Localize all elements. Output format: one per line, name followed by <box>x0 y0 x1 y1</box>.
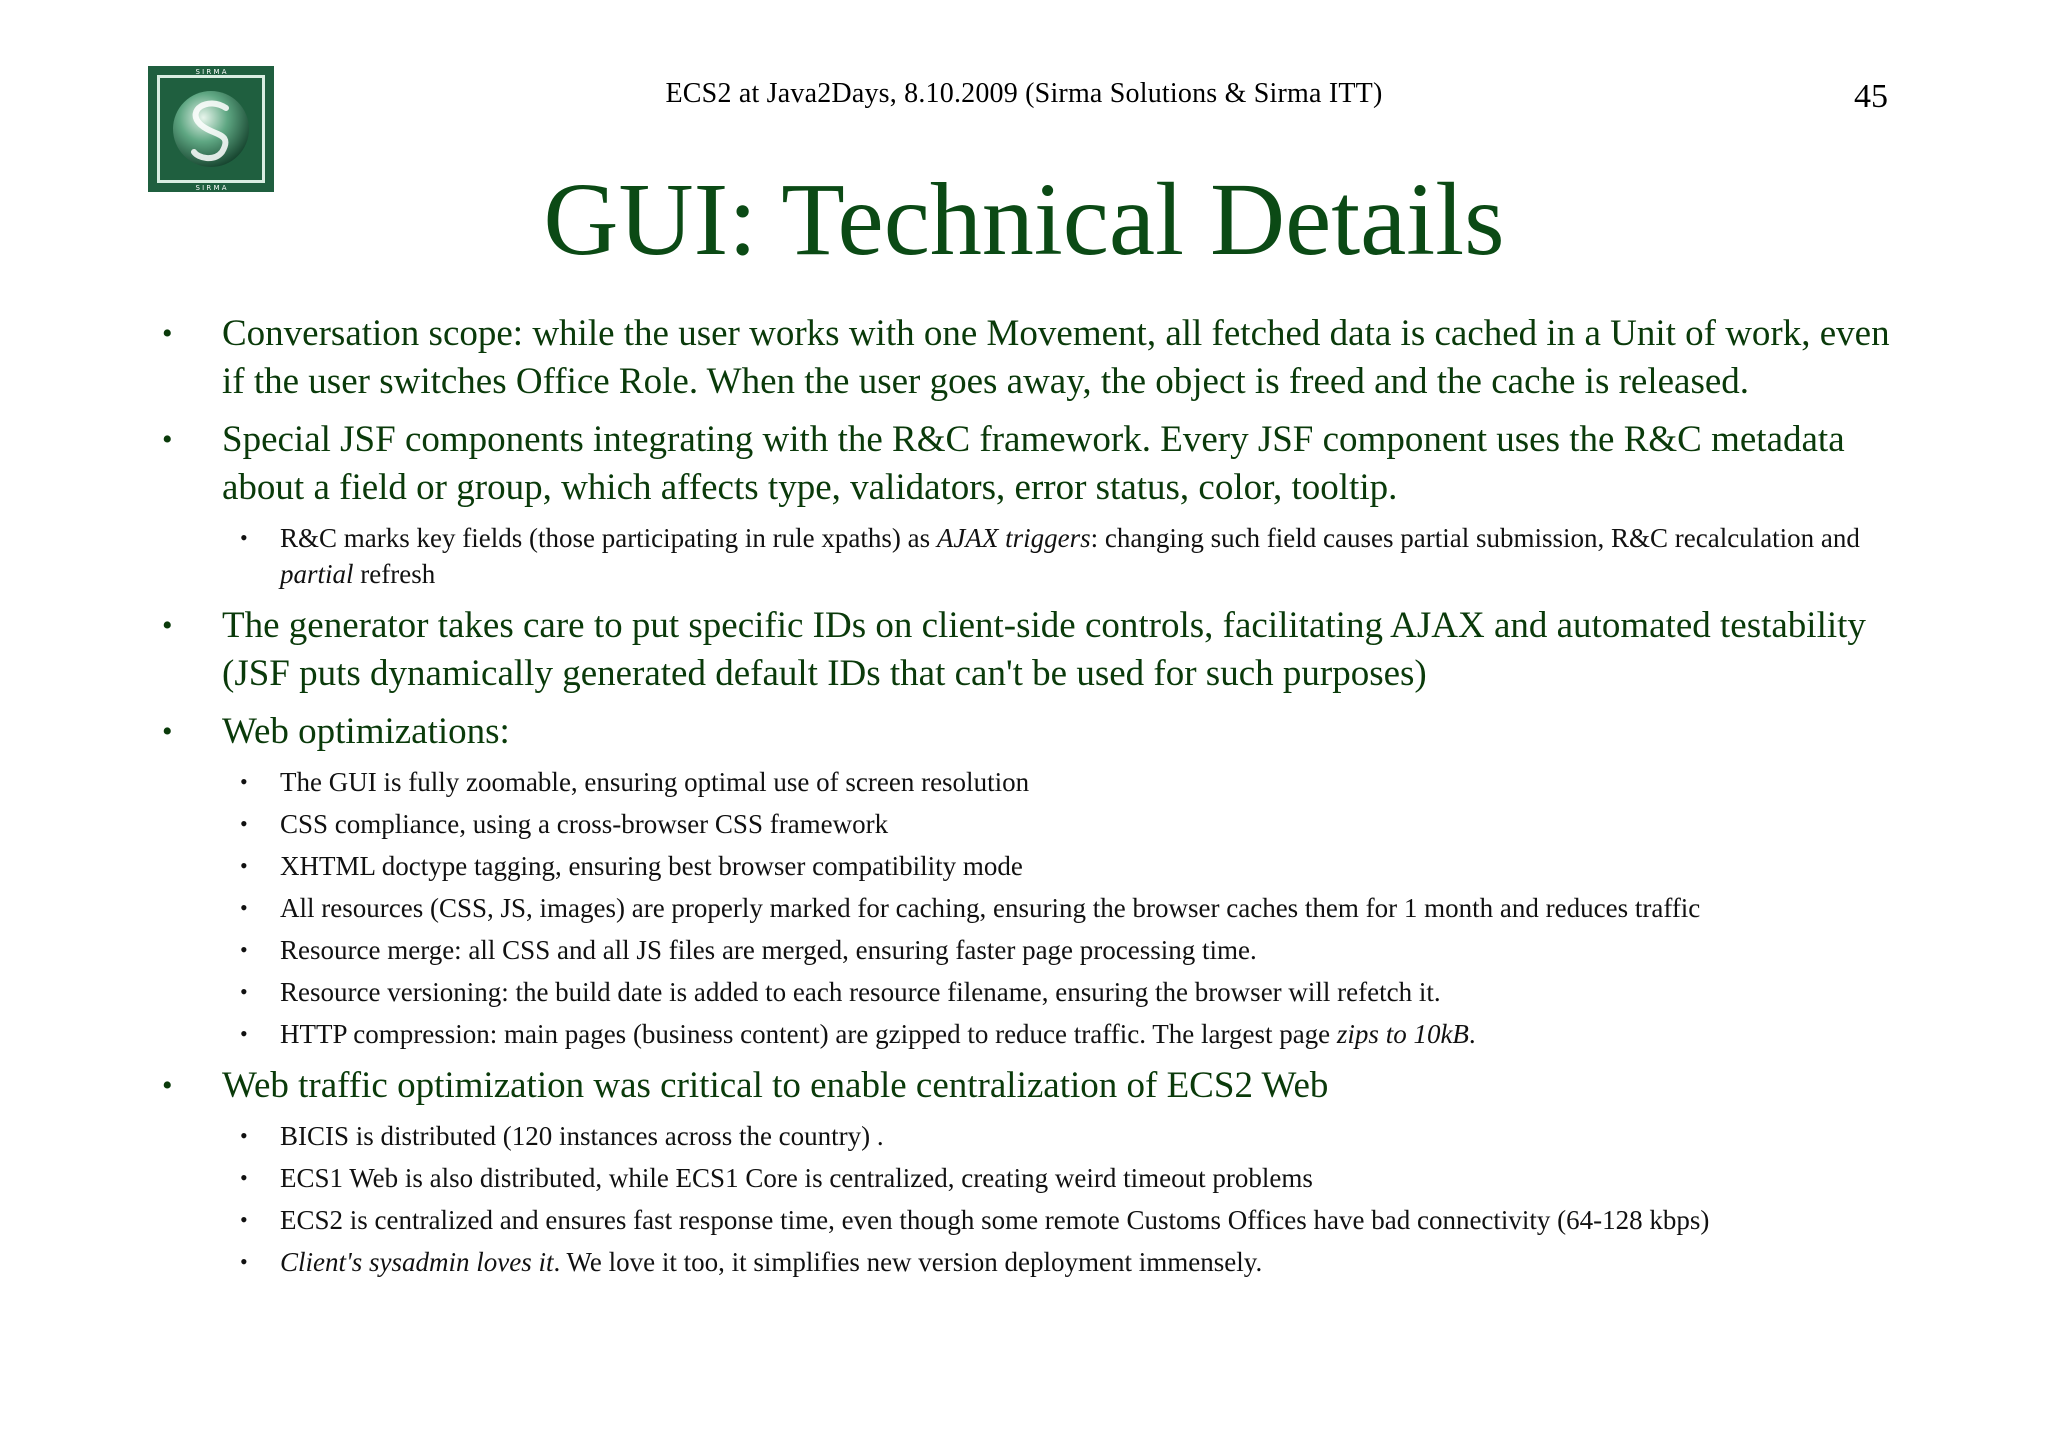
sub-bullet-text: BICIS is distributed (120 instances across the country) . <box>280 1121 884 1151</box>
sub-bullet-item <box>222 520 1900 592</box>
bullet-item <box>160 416 1900 592</box>
sub-bullet-text: XHTML doctype tagging, ensuring best browser compatibility mode <box>280 851 1023 881</box>
sub-bullet-text: refresh <box>353 559 436 589</box>
logo-letters-top: S I R M A <box>195 68 227 76</box>
sub-bullet-item <box>222 932 1900 968</box>
sub-bullet-text: Resource merge: all CSS and all JS files are merged, ensuring faster page processing time. <box>280 935 1257 965</box>
sub-bullet-text: Resource versioning: the build date is added to each resource filename, ensuring the browser will refetch it. <box>280 977 1441 1007</box>
bullet-marker: • <box>162 609 173 642</box>
sub-bullet-item <box>222 1202 1900 1238</box>
bullet-list <box>160 310 1900 1280</box>
sub-bullet-text: . <box>1468 1019 1476 1049</box>
bullet-item <box>160 602 1900 698</box>
bullet-text: Web optimizations: <box>222 711 510 752</box>
sub-bullet-marker: • <box>240 1207 248 1232</box>
sub-bullet-item <box>222 1244 1900 1280</box>
sub-bullet-emphasis: partial <box>280 559 354 589</box>
sub-bullet-emphasis: AJAX triggers <box>936 523 1091 553</box>
bullet-item <box>160 310 1900 406</box>
sub-bullet-marker: • <box>240 1021 248 1046</box>
sub-bullet-item <box>222 1160 1900 1196</box>
sub-bullet-marker: • <box>240 1123 248 1148</box>
sub-bullet-item <box>222 1016 1900 1052</box>
slide-content <box>160 310 1900 1290</box>
bullet-marker: • <box>162 1069 173 1102</box>
sub-bullet-marker: • <box>240 895 248 920</box>
logo-letters-bottom: S I R M A <box>195 184 227 192</box>
bullet-text: Special JSF components integrating with the R&C framework. Every JSF component uses the R&C metadata about a field or group, which affects type, validators, error status, color, tooltip. <box>222 419 1845 508</box>
sub-bullet-marker: • <box>240 769 248 794</box>
sub-bullet-text: ECS1 Web is also distributed, while ECS1 Core is centralized, creating weird timeout problems <box>280 1163 1313 1193</box>
sub-bullet-text: All resources (CSS, JS, images) are properly marked for caching, ensuring the browser caches them for 1 month and reduces traffic <box>280 893 1701 923</box>
sub-bullet-text: The GUI is fully zoomable, ensuring optimal use of screen resolution <box>280 767 1030 797</box>
bullet-marker: • <box>162 715 173 748</box>
bullet-item <box>160 1062 1900 1280</box>
sub-bullet-item <box>222 848 1900 884</box>
sub-bullet-item <box>222 1118 1900 1154</box>
slide-header: ECS2 at Java2Days, 8.10.2009 (Sirma Solutions & Sirma ITT) <box>665 78 1383 109</box>
sub-bullet-marker: • <box>240 811 248 836</box>
sub-bullet-marker: • <box>240 525 248 550</box>
sub-bullet-text: : changing such field causes partial submission, R&C recalculation and <box>1090 523 1860 553</box>
bullet-marker: • <box>162 423 173 456</box>
sub-bullet-item <box>222 764 1900 800</box>
bullet-text: The generator takes care to put specific IDs on client-side controls, facilitating AJAX and automated testability (JSF puts dynamically generated default IDs that can't be used for such purposes) <box>222 605 1866 694</box>
sub-bullet-text: . We love it too, it simplifies new version deployment immensely. <box>553 1247 1263 1277</box>
sub-bullet-marker: • <box>240 937 248 962</box>
sub-bullet-text: CSS compliance, using a cross-browser CSS framework <box>280 809 889 839</box>
sub-bullet-item <box>222 890 1900 926</box>
sub-bullet-marker: • <box>240 853 248 878</box>
bullet-item <box>160 708 1900 1052</box>
sub-bullet-list <box>222 1118 1900 1280</box>
sub-bullet-marker: • <box>240 1165 248 1190</box>
sub-bullet-list <box>222 520 1900 592</box>
page-number: 45 <box>1854 78 1888 115</box>
sub-bullet-text: R&C marks key fields (those participating in rule xpaths) as <box>280 523 937 553</box>
bullet-text: Conversation scope: while the user works with one Movement, all fetched data is cached in a Unit of work, even if the user switches Office Role. When the user goes away, the object is freed and the cache is released. <box>222 313 1890 402</box>
sub-bullet-marker: • <box>240 1249 248 1274</box>
sub-bullet-text: HTTP compression: main pages (business content) are gzipped to reduce traffic. The largest page <box>280 1019 1337 1049</box>
sub-bullet-item <box>222 974 1900 1010</box>
sub-bullet-item <box>222 806 1900 842</box>
slide-title: GUI: Technical Details <box>543 162 1505 277</box>
sub-bullet-emphasis: zips to 10kB <box>1336 1019 1469 1049</box>
bullet-text: Web traffic optimization was critical to enable centralization of ECS2 Web <box>222 1065 1329 1106</box>
sub-bullet-text: ECS2 is centralized and ensures fast response time, even though some remote Customs Offices have bad connectivity (64-128 kbps) <box>280 1205 1710 1235</box>
sub-bullet-list <box>222 764 1900 1052</box>
sub-bullet-marker: • <box>240 979 248 1004</box>
sub-bullet-emphasis: Client's sysadmin loves it <box>280 1247 554 1277</box>
bullet-marker: • <box>162 317 173 350</box>
